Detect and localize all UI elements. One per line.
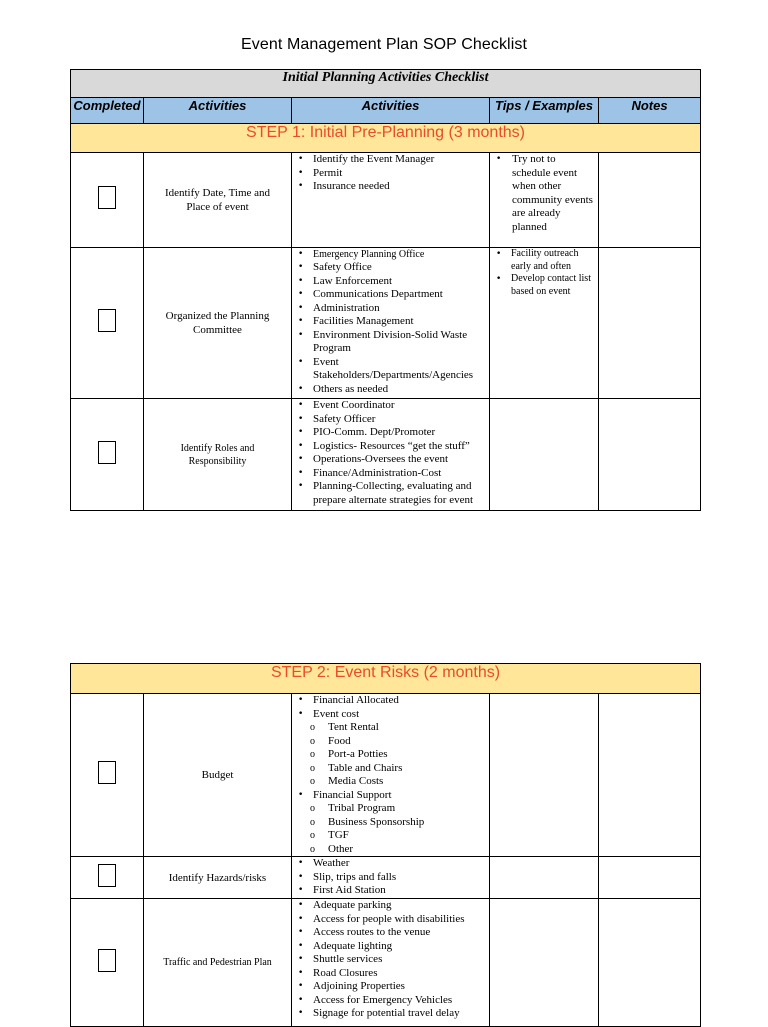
activities-detail-cell <box>292 248 490 399</box>
list-item: • Planning-Collecting, evaluating and prepare alternate strategies for event <box>296 480 487 507</box>
activities-detail-cell <box>292 857 490 899</box>
list-item: • Facilities Management <box>296 315 487 329</box>
table-row <box>71 248 701 399</box>
activity-cell: Traffic and Pedestrian Plan <box>144 899 292 1027</box>
empty-checkbox-icon[interactable] <box>98 864 116 887</box>
sub-list-item: o Media Costs <box>310 775 489 789</box>
tips-cell <box>490 399 599 511</box>
list-item: • Law Enforcement <box>296 275 487 289</box>
completed-cell <box>71 857 144 899</box>
notes-cell[interactable] <box>599 857 701 899</box>
activity-cell: Identify Roles and Responsibility <box>144 399 292 511</box>
completed-cell <box>71 899 144 1027</box>
table-title: Initial Planning Activities Checklist <box>71 70 701 98</box>
table-row <box>71 899 701 1027</box>
notes-cell[interactable] <box>599 694 701 857</box>
list-item: • Others as needed <box>296 383 487 397</box>
table-row <box>71 399 701 511</box>
notes-cell[interactable] <box>599 899 701 1027</box>
header-completed: Completed <box>71 98 144 124</box>
activities-detail-cell <box>292 899 490 1027</box>
notes-cell[interactable] <box>599 248 701 399</box>
completed-cell <box>71 248 144 399</box>
list-item: • Administration <box>296 302 487 316</box>
list-item: • Financial Allocated <box>296 694 487 708</box>
header-activities: Activities <box>144 98 292 124</box>
step-2-heading: STEP 2: Event Risks (2 months) <box>71 664 701 694</box>
notes-cell[interactable] <box>599 399 701 511</box>
list-item: • Communications Department <box>296 288 487 302</box>
list-item: • First Aid Station <box>296 884 487 898</box>
activities-detail-cell <box>292 694 490 857</box>
sub-list-item: o Port-a Potties <box>310 748 489 762</box>
table-row <box>71 857 701 899</box>
list-item: • Adequate lighting <box>296 940 487 954</box>
document-title: Event Management Plan SOP Checklist <box>240 36 527 53</box>
sub-list-item: o Table and Chairs <box>310 762 489 776</box>
header-activities-details: Activities <box>292 98 490 124</box>
sub-list-item: o TGF <box>310 829 489 843</box>
activity-cell: Organized the Planning Committee <box>144 248 292 399</box>
sub-list-item: o Other <box>310 843 489 857</box>
table-header-row <box>71 98 701 124</box>
empty-checkbox-icon[interactable] <box>98 309 116 332</box>
tips-cell <box>490 153 599 248</box>
list-item: • Access for people with disabilities <box>296 913 487 927</box>
activities-detail-cell <box>292 153 490 248</box>
list-item: • Event Coordinator <box>296 399 487 413</box>
list-item: • Emergency Planning Office <box>296 248 487 261</box>
list-item: • Develop contact list based on event <box>494 273 596 298</box>
list-item: • Weather <box>296 857 487 871</box>
empty-checkbox-icon[interactable] <box>98 441 116 464</box>
tips-cell <box>490 248 599 399</box>
list-item: • Facility outreach early and often <box>494 248 596 273</box>
list-item: • Logistics- Resources “get the stuff” <box>296 440 487 454</box>
list-item: • Adjoining Properties <box>296 980 487 994</box>
list-item: • Access routes to the venue <box>296 926 487 940</box>
activity-cell: Budget <box>144 694 292 857</box>
completed-cell <box>71 694 144 857</box>
list-item: • Try not to schedule event when other community events are already planned <box>494 153 596 234</box>
empty-checkbox-icon[interactable] <box>98 949 116 972</box>
step-1-heading: STEP 1: Initial Pre-Planning (3 months) <box>71 124 701 153</box>
sub-list-item: o Tent Rental <box>310 721 489 735</box>
activity-cell: Identify Date, Time and Place of event <box>144 153 292 248</box>
list-item: • Finance/Administration-Cost <box>296 467 487 481</box>
header-notes: Notes <box>599 98 701 124</box>
header-tips-examples: Tips / Examples <box>490 98 599 124</box>
list-item: • Operations-Oversees the event <box>296 453 487 467</box>
activity-cell: Identify Hazards/risks <box>144 857 292 899</box>
empty-checkbox-icon[interactable] <box>98 761 116 784</box>
list-item: • PIO-Comm. Dept/Promoter <box>296 426 487 440</box>
tips-cell <box>490 857 599 899</box>
empty-checkbox-icon[interactable] <box>98 186 116 209</box>
step-row <box>71 124 701 153</box>
notes-cell[interactable] <box>599 153 701 248</box>
list-item: • Financial Support <box>296 789 487 803</box>
tips-cell <box>490 899 599 1027</box>
completed-cell <box>71 153 144 248</box>
list-item: • Safety Office <box>296 261 487 275</box>
tips-cell <box>490 694 599 857</box>
step-row <box>71 664 701 694</box>
list-item: • Identify the Event Manager <box>296 153 487 167</box>
sub-list-item: o Tribal Program <box>310 802 489 816</box>
initial-planning-table <box>70 69 701 511</box>
table-title-row <box>71 70 701 98</box>
list-item: • Access for Emergency Vehicles <box>296 994 487 1008</box>
list-item: • Permit <box>296 167 487 181</box>
list-item: • Event cost <box>296 708 487 722</box>
sub-list-item: o Business Sponsorship <box>310 816 489 830</box>
list-item: • Adequate parking <box>296 899 487 913</box>
sub-list-item: o Food <box>310 735 489 749</box>
list-item: • Signage for potential travel delay <box>296 1007 487 1021</box>
list-item: • Insurance needed <box>296 180 487 194</box>
list-item: • Shuttle services <box>296 953 487 967</box>
event-risks-table <box>70 663 701 1027</box>
table-row <box>71 694 701 857</box>
list-item: • Road Closures <box>296 967 487 981</box>
table-row <box>71 153 701 248</box>
list-item: • Environment Division-Solid Waste Program <box>296 329 487 356</box>
list-item: • Safety Officer <box>296 413 487 427</box>
activities-detail-cell <box>292 399 490 511</box>
list-item: • Event Stakeholders/Departments/Agencies <box>296 356 487 383</box>
list-item: • Slip, trips and falls <box>296 871 487 885</box>
completed-cell <box>71 399 144 511</box>
